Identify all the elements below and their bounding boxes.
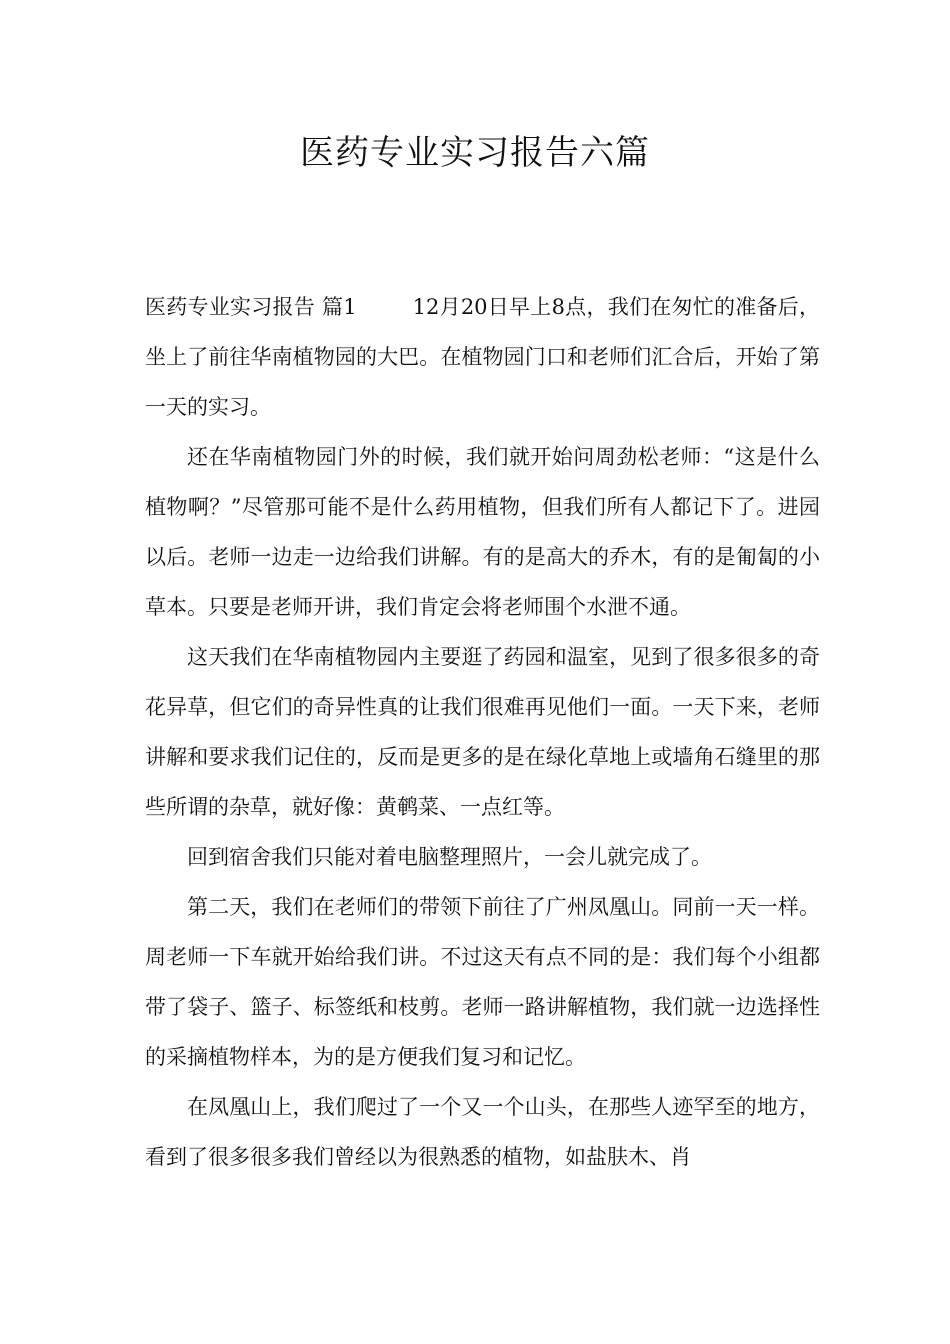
paragraph-1 <box>145 282 820 432</box>
document-body <box>145 282 820 1182</box>
paragraph-3: 这天我们在华南植物园内主要逛了药园和温室，见到了很多很多的奇花异草，但它们的奇异性真的让我们很难再见他们一面。一天下来，老师讲解和要求我们记住的，反而是更多的是在绿化草地上或墙角石缝里的那些所谓的杂草，就好像：黄鹌菜、一点红等。 <box>145 645 820 819</box>
paragraph-2: 还在华南植物园门外的时候，我们就开始问周劲松老师：“这是什么植物啊？”尽管那可能不是什么药用植物，但我们所有人都记下了。进园以后。老师一边走一边给我们讲解。有的是高大的乔木，有的是匍匐的小草本。只要是老师开讲，我们肯定会将老师围个水泄不通。 <box>145 445 820 619</box>
paragraph-1-text: 12月20日早上8点，我们在匆忙的准备后，坐上了前往华南植物园的大巴。在植物园门口和老师们汇合后，开始了第一天的实习。 <box>145 295 820 419</box>
paragraph-4: 回到宿舍我们只能对着电脑整理照片，一会儿就完成了。 <box>187 845 712 869</box>
paragraph-5: 第二天，我们在老师们的带领下前往了广州凤凰山。同前一天一样。周老师一下车就开始给我们讲。不过这天有点不同的是：我们每个小组都带了袋子、篮子、标签纸和枝剪。老师一路讲解植物，我们就一边选择性的采摘植物样本，为的是方便我们复习和记忆。 <box>145 895 820 1069</box>
paragraph-6: 在凤凰山上，我们爬过了一个又一个山头，在那些人迹罕至的地方，看到了很多很多我们曾经以为很熟悉的植物，如盐肤木、肖 <box>145 1095 820 1169</box>
report-section-label: 医药专业实习报告 篇1 <box>145 295 357 319</box>
document-title: 医药专业实习报告六篇 <box>300 133 650 173</box>
